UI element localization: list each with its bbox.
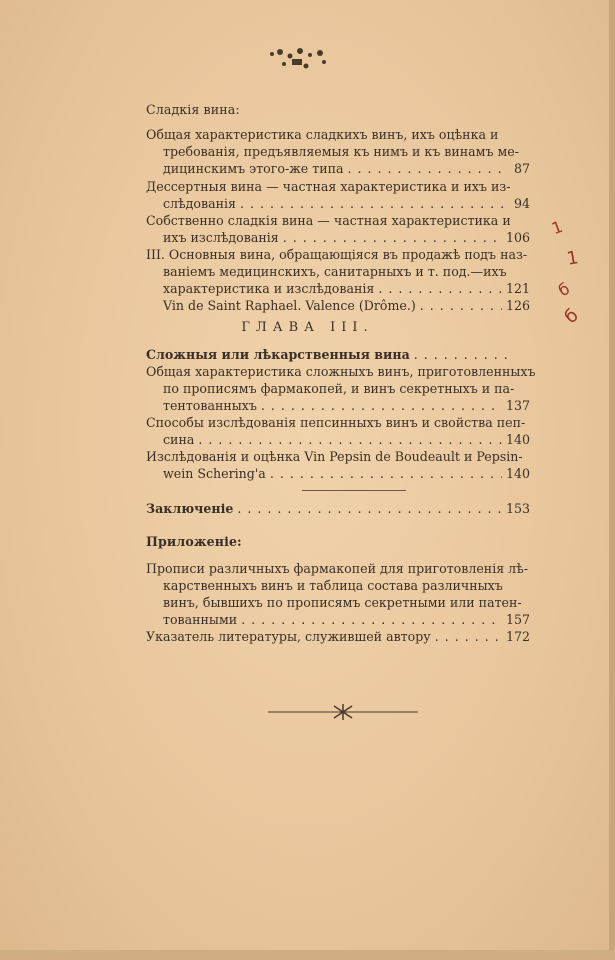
entry-line: Способы изслѣдованія пепсинныхъ винъ и свойства пеп- (146, 415, 526, 430)
entry-line: сина (163, 432, 195, 447)
entry-line: карственныхъ винъ и таблица состава различныхъ (163, 578, 503, 593)
margin-mark: 1 (549, 216, 566, 239)
page-number: 153 (505, 501, 530, 516)
entry-line: тентованныхъ (163, 398, 257, 413)
section-heading-appendix: Приложеніе: (146, 534, 242, 549)
leader-dots (378, 280, 502, 297)
chapter-heading: ГЛАВА III. (241, 320, 374, 335)
page-number: 94 (513, 196, 530, 211)
page-number: 106 (505, 230, 530, 245)
entry-line: слѣдованія (163, 196, 236, 211)
divider-rule (302, 490, 406, 491)
entry-line: III. Основныя вина, обращающіяся въ продажѣ подъ наз- (146, 247, 528, 262)
section-heading-complex: Сложныя или лѣкарственныя вина (146, 347, 410, 362)
page-number: 140 (505, 466, 530, 481)
entry-line: по прописямъ фармакопей, и винъ секретныхъ и па- (163, 381, 515, 396)
entry-line: тованными (163, 612, 238, 627)
toc-entry-conclusion (146, 500, 530, 517)
entry-line: требованія, предъявляемыя къ нимъ и къ винамъ ме- (163, 144, 519, 159)
leader-dots (283, 229, 502, 246)
entry-line: Собственно сладкія вина — частная характеристика и (146, 213, 511, 228)
entry-line: Прописи различныхъ фармакопей для приготовленія лѣ- (146, 561, 529, 576)
top-ornament (262, 44, 342, 74)
leader-dots (435, 628, 502, 645)
toc-entry (146, 212, 530, 246)
page-edge-bottom (0, 950, 615, 960)
section-heading-sweet: Сладкія вина: (146, 102, 240, 117)
entry-line: Общая характеристика сладкихъ винъ, ихъ оцѣнка и (146, 127, 499, 142)
entry-line: Указатель литературы, служившей автору (146, 629, 431, 644)
entry-line: ихъ изслѣдованія (163, 230, 279, 245)
page-number: 140 (505, 432, 530, 447)
bottom-ornament (268, 704, 418, 724)
page-number: 137 (505, 398, 530, 413)
leader-dots (420, 297, 502, 314)
toc-entry (146, 246, 530, 314)
section-complex (146, 346, 536, 482)
entry-line: дицинскимъ этого-же типа (163, 161, 344, 176)
leader-dots (348, 160, 504, 177)
leader-dots (240, 195, 504, 212)
leader-dots (261, 397, 502, 414)
entry-line: Vin de Saint Raphael. Valence (Drôme.) (163, 298, 416, 313)
toc-entry (146, 178, 530, 212)
leader-dots (414, 346, 510, 363)
leader-dots (241, 611, 502, 628)
page-edge-right (609, 0, 615, 960)
entry-line: характеристика и изслѣдованія (163, 281, 375, 296)
leader-dots (270, 465, 502, 482)
toc-entry (146, 560, 530, 645)
page-number: 126 (505, 298, 530, 313)
page-number: 172 (505, 629, 530, 644)
margin-mark: 1 (565, 247, 581, 270)
toc-entry (146, 126, 530, 177)
page-number: 87 (513, 161, 530, 176)
entry-line: Общая характеристика сложныхъ винъ, приготовленныхъ (146, 364, 536, 379)
page-number: 121 (505, 281, 530, 296)
entry-line: ваніемъ медицинскихъ, санитарныхъ и т. под.—ихъ (163, 264, 507, 279)
margin-mark: б (560, 304, 583, 329)
entry-line: Дессертныя вина — частная характеристика и ихъ из- (146, 179, 511, 194)
leader-dots (237, 500, 502, 517)
conclusion-label: Заключеніе (146, 501, 234, 516)
entry-line: винъ, бывшихъ по прописямъ секретными или патен- (163, 595, 522, 610)
entry-line: Изслѣдованія и оцѣнка Vin Pepsin de Boudeault и Pepsin- (146, 449, 523, 464)
page-number: 157 (505, 612, 530, 627)
margin-mark: б (554, 278, 573, 301)
entry-line: wein Schering'a (163, 466, 266, 481)
leader-dots (198, 431, 502, 448)
